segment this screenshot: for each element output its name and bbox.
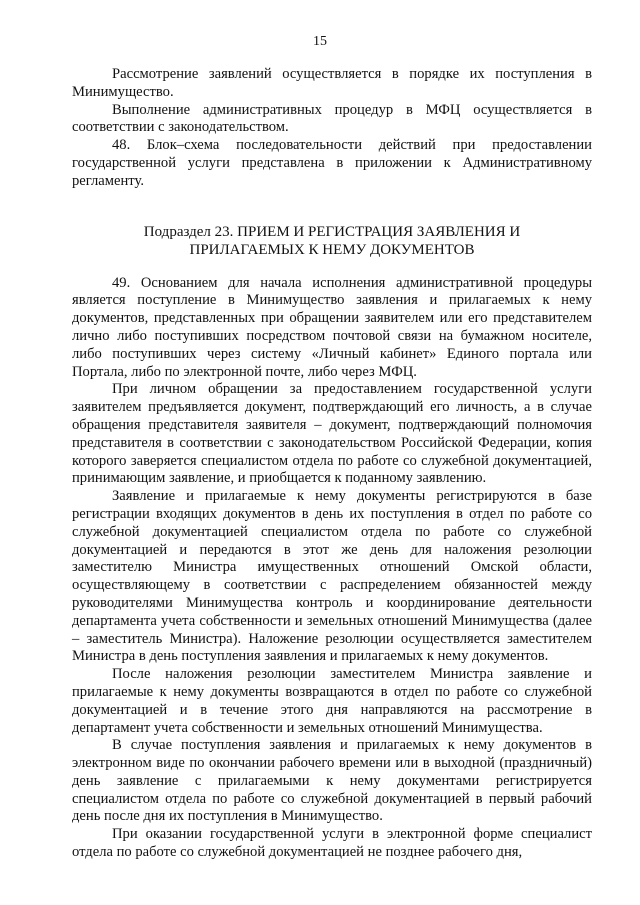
- paragraph: При оказании государственной услуги в электронной форме специалист отдела по работе со служебной документацией не позднее рабочего дня,: [72, 826, 592, 861]
- paragraph: 49. Основанием для начала исполнения административной процедуры является поступление в Минимущество заявления и прилагаемых к нему документов, представленных при обращении заявителем или его представителем лично либо поступивших посредством почтовой связи на бумажном носителе, либо поступивших через систему «Личный кабинет» Единого портала или Портала, либо по электронной почте, либо через МФЦ.: [72, 274, 592, 380]
- paragraph: В случае поступления заявления и прилагаемых к нему документов в электронном виде по окончании рабочего времени или в выходной (праздничный) день заявление с прилагаемыми к нему документами регистрируется специалистом отдела по работе со служебной документацией в первый рабочий день после дня их поступления в Минимущество.: [72, 737, 592, 825]
- paragraph: 48. Блок–схема последовательности действий при предоставлении государственной услуги представлена в приложении к Административному регламенту.: [72, 137, 592, 189]
- document-body: [72, 66, 592, 862]
- page-number: 15: [313, 34, 327, 49]
- paragraph: Рассмотрение заявлений осуществляется в порядке их поступления в Минимущество.: [72, 66, 592, 100]
- paragraph: После наложения резолюции заместителем Министра заявление и прилагаемые к нему документы возвращаются в отдел по работе со служебной документацией и в течение этого дня направляются на рассмотрение в департамент учета собственности и земельных отношений Минимущества.: [72, 666, 592, 736]
- paragraph: При личном обращении за предоставлением государственной услуги заявителем предъявляется документ, подтверждающий его личность, а в случае обращения представителя заявителя – документ, подтверждающий полномочия представителя в соответствии с законодательством Российской Федерации, копия которого заверяется специалистом отдела по работе со служебной документацией, принимающим заявление, и приобщается к поданному заявлению.: [72, 381, 592, 487]
- paragraph: Выполнение административных процедур в МФЦ осуществляется в соответствии с законодательством.: [72, 101, 592, 136]
- section-heading: Подраздел 23. ПРИЕМ И РЕГИСТРАЦИЯ ЗАЯВЛЕНИЯ И ПРИЛАГАЕМЫХ К НЕМУ ДОКУМЕНТОВ: [143, 223, 521, 258]
- paragraph: Заявление и прилагаемые к нему документы регистрируются в базе регистрации входящих документов в день их поступления в отдел по работе со служебной документацией специалистом отдела по работе со служебной документацией и передаются в этот же день для наложения резолюции заместителю Министра имущественных отношений Омской области, осуществляющему в соответствии с распределением обязанностей между руководителями Минимущества контроль и координирование деятельности департамента учета собственности и земельных отношений Минимущества (далее – заместитель Министра). Наложение резолюции осуществляется заместителем Министра в день поступления заявления и прилагаемых к нему документов.: [72, 488, 592, 665]
